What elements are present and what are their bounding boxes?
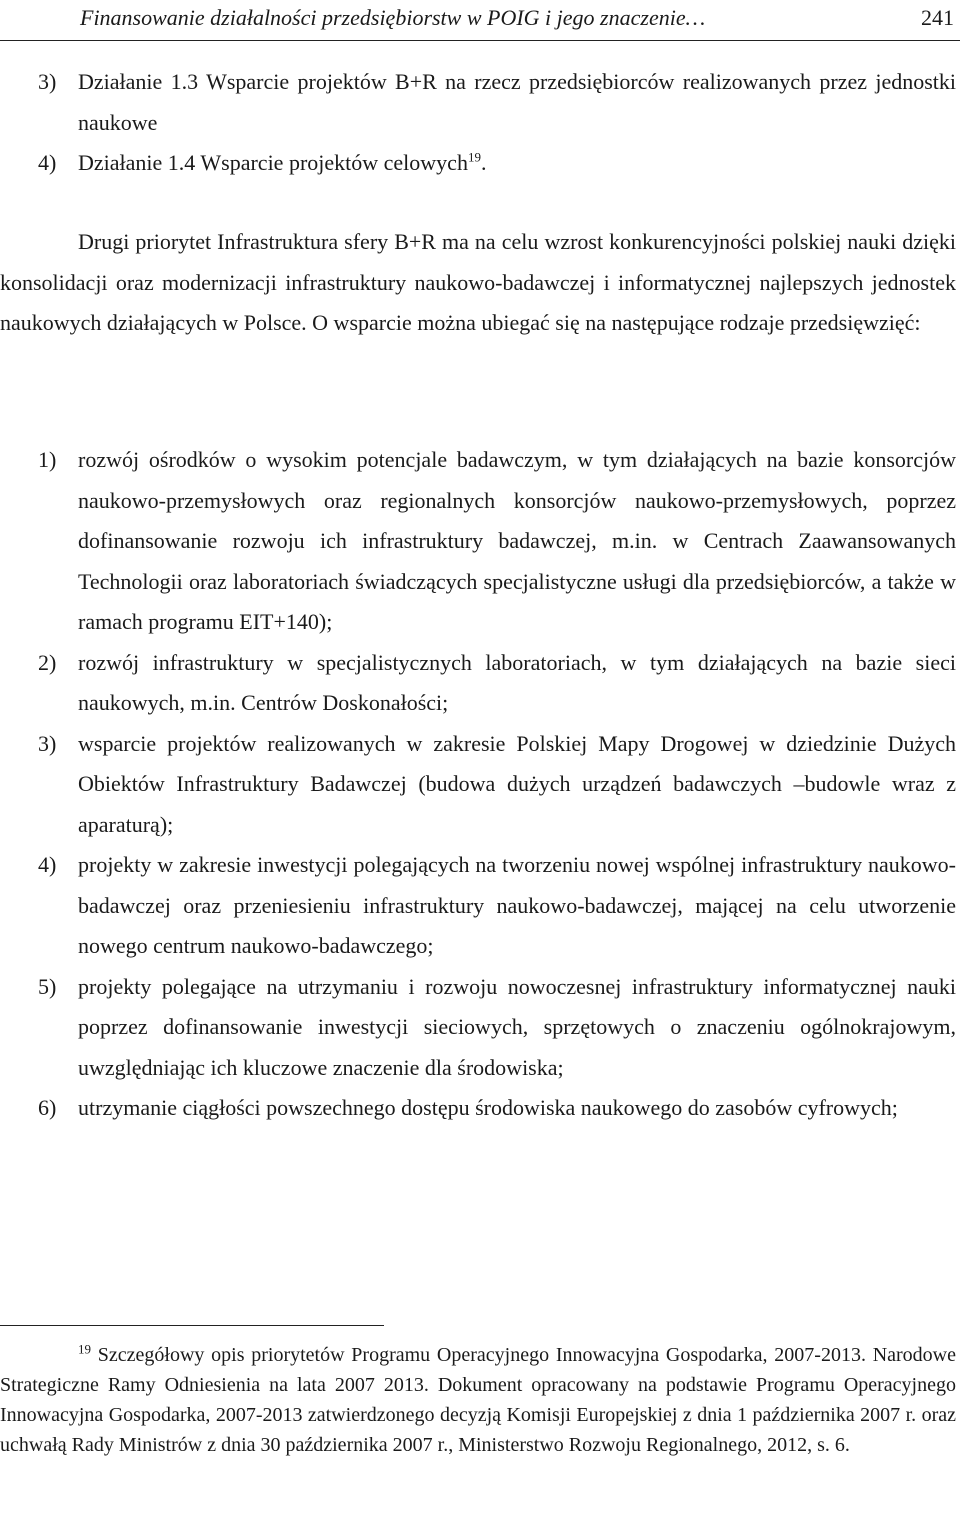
- action-list: [38, 62, 956, 184]
- list-number: 2): [38, 649, 57, 675]
- footnote-text: Szczegółowy opis priorytetów Programu Operacyjnego Innowacyjna Gospodarka, 2007-2013. Narodowe Strategiczne Ramy Odniesienia na lata 2007 2013. Dokument opracowany na podstawie Programu Operacyjnego Innowacyjna Gospodarka, 2007-2013 zatwierdzonego decyzją Komisji Europejskiej z dnia 1 października 2007 r. oraz uchwałą Rady Ministrów z dnia 30 października 2007 r., Ministerstwo Rozwoju Regionalnego, 2012, s. 6.: [0, 1344, 956, 1456]
- list-item-text: rozwój ośrodków o wysokim potencjale badawczym, w tym działających na bazie konsorcjów naukowo-przemysłowych oraz regionalnych konsorcjów naukowo-przemysłowych, poprzez dofinansowanie rozwoju ich infrastruktury badawczej, m.in. w Centrach Zaawansowanych Technologii oraz laboratoriach świadczących specjalistyczne usługi dla przedsiębiorców, a także w ramach programu EIT+140);: [78, 447, 956, 634]
- list-item: [38, 1088, 956, 1129]
- list-item: [38, 62, 956, 143]
- footnote-marker: 19: [78, 1341, 91, 1357]
- list-item-text: projekty w zakresie inwestycji polegających na tworzeniu nowej wspólnej infrastruktury naukowo-badawczej oraz przeniesieniu infrastruktury naukowo-badawczej, mającej na celu utworzenie nowego centrum naukowo-badawczego;: [78, 852, 956, 958]
- list-number: 3): [38, 69, 57, 94]
- list-item: [38, 440, 956, 643]
- footnote-divider: [0, 1325, 384, 1326]
- list-item-text: Działanie 1.3 Wsparcie projektów B+R na rzecz przedsiębiorców realizowanych przez jednostki naukowe: [78, 69, 956, 135]
- list-item-suffix: .: [480, 150, 487, 175]
- list-item: [38, 643, 956, 724]
- footnote: [0, 1340, 956, 1460]
- list-item-text: Działanie 1.4 Wsparcie projektów celowych: [78, 150, 468, 175]
- list-number: 3): [38, 730, 57, 756]
- list-item-text: rozwój infrastruktury w specjalistycznych laboratoriach, w tym działających na bazie sieci naukowych, m.in. Centrów Doskonałości;: [78, 649, 956, 715]
- list-item: [38, 143, 956, 184]
- project-types-list: [38, 440, 956, 1129]
- list-item-text: utrzymanie ciągłości powszechnego dostępu środowiska naukowego do zasobów cyfrowych;: [78, 1095, 898, 1120]
- list-item-text: wsparcie projektów realizowanych w zakresie Polskiej Mapy Drogowej w dziedzinie Dużych Obiektów Infrastruktury Badawczej (budowa dużych urządzeń badawczych –budowle wraz z aparaturą);: [78, 730, 956, 837]
- list-number: 4): [38, 852, 57, 877]
- list-item: [38, 845, 956, 967]
- page-number: 241: [921, 5, 954, 30]
- list-number: 6): [38, 1095, 57, 1120]
- footnote-reference: 19: [467, 149, 481, 165]
- running-title: Finansowanie działalności przedsiębiorstw w POIG i jego znaczenie…: [80, 5, 706, 30]
- list-number: 4): [38, 150, 57, 175]
- list-number: 5): [38, 973, 57, 999]
- body-paragraph: Drugi priorytet Infrastruktura sfery B+R ma na celu wzrost konkurencyjności polskiej nauki dzięki konsolidacji oraz modernizacji infrastruktury naukowo-badawczej i informatycznej najlepszych jednostek naukowych działających w Polsce. O wsparcie można ubiegać się na następujące rodzaje przedsięwzięć:: [0, 229, 956, 335]
- list-number: 1): [38, 447, 57, 472]
- list-item: [38, 724, 956, 846]
- running-header: [0, 0, 960, 41]
- list-item-text: projekty polegające na utrzymaniu i rozwoju nowoczesnej infrastruktury informatycznej nauki poprzez dofinansowanie inwestycji sieciowych, sprzętowych o znaczeniu ogólnokrajowym, uwzględniając ich kluczowe znaczenie dla środowiska;: [78, 973, 956, 1080]
- list-item: [38, 967, 956, 1089]
